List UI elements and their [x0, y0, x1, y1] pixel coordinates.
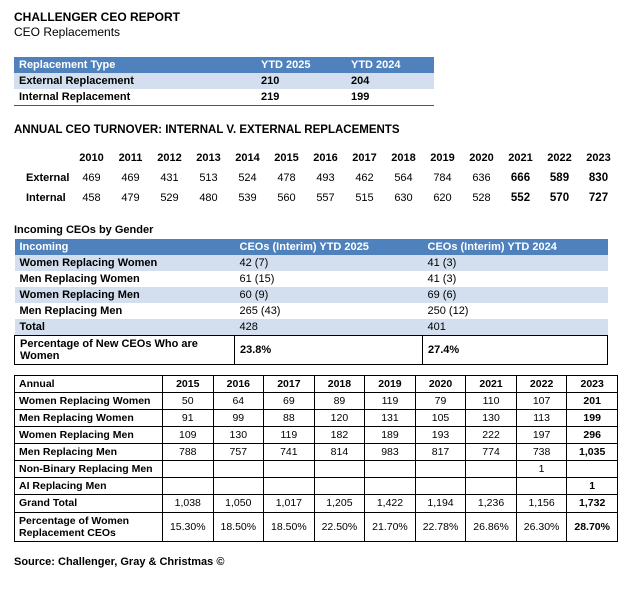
- data-value: 50: [163, 393, 214, 410]
- row-value: 61 (15): [239, 273, 275, 285]
- data-value: [466, 478, 517, 495]
- data-value: 21.70%: [365, 512, 416, 541]
- row-value: 41 (3): [427, 273, 457, 285]
- data-value: 18.50%: [213, 512, 264, 541]
- data-value: 201: [567, 393, 618, 410]
- year-header: 2020: [469, 152, 494, 164]
- column-header: Annual: [15, 376, 163, 393]
- data-value: 1,732: [567, 495, 618, 512]
- data-value: 1,050: [213, 495, 264, 512]
- data-value: 1: [516, 461, 567, 478]
- table-row: [14, 89, 434, 106]
- data-value: 105: [415, 410, 466, 427]
- data-value: 131: [365, 410, 416, 427]
- data-value: 99: [213, 410, 264, 427]
- series-row: [18, 188, 618, 208]
- data-value: 557: [316, 192, 335, 204]
- data-value: [213, 478, 264, 495]
- column-header: CEOs (Interim) YTD 2024: [423, 239, 608, 255]
- data-value: 469: [121, 172, 140, 184]
- data-value: 182: [314, 427, 365, 444]
- data-value: 983: [365, 444, 416, 461]
- data-value: 130: [466, 410, 517, 427]
- data-value: 560: [277, 192, 296, 204]
- percent-women-row: [15, 336, 608, 365]
- data-value: 817: [415, 444, 466, 461]
- table-row: [15, 303, 608, 319]
- data-value: 564: [394, 172, 413, 184]
- row-value: 23.8%: [235, 336, 423, 365]
- series-label: External: [26, 172, 70, 184]
- year-header: 2011: [118, 152, 143, 164]
- table-row: [15, 461, 618, 478]
- data-value: 666: [510, 172, 531, 184]
- data-value: 26.86%: [466, 512, 517, 541]
- data-value: 1,156: [516, 495, 567, 512]
- data-value: 529: [160, 192, 179, 204]
- data-value: [567, 461, 618, 478]
- data-value: 22.78%: [415, 512, 466, 541]
- data-value: [516, 478, 567, 495]
- data-value: 15.30%: [163, 512, 214, 541]
- data-value: 814: [314, 444, 365, 461]
- data-value: 91: [163, 410, 214, 427]
- data-value: 528: [472, 192, 491, 204]
- data-value: [365, 478, 416, 495]
- data-value: 741: [264, 444, 315, 461]
- data-value: 630: [394, 192, 413, 204]
- data-value: 1,205: [314, 495, 365, 512]
- year-header: 2014: [235, 152, 260, 164]
- row-label: Women Replacing Women: [15, 255, 235, 271]
- row-label: AI Replacing Men: [15, 478, 163, 495]
- data-value: 22.50%: [314, 512, 365, 541]
- data-value: 1,236: [466, 495, 517, 512]
- row-label: Percentage of New CEOs Who are Women: [15, 336, 235, 365]
- year-header: 2021: [508, 152, 533, 164]
- data-value: [163, 478, 214, 495]
- data-value: 119: [264, 427, 315, 444]
- column-header: Incoming: [15, 239, 235, 255]
- data-value: [365, 461, 416, 478]
- year-header: 2012: [157, 152, 182, 164]
- row-value: 219: [261, 91, 280, 103]
- column-header: YTD 2025: [256, 57, 346, 73]
- column-header: 2017: [264, 376, 315, 393]
- row-label: Total: [15, 319, 235, 336]
- table-row: [15, 255, 608, 271]
- table-row: [15, 512, 618, 541]
- column-header: 2020: [415, 376, 466, 393]
- row-label: Men Replacing Women: [19, 273, 140, 285]
- annual-turnover-grid: [18, 148, 618, 208]
- row-value: 60 (9): [235, 287, 423, 303]
- table-row: [15, 319, 608, 336]
- data-value: [163, 461, 214, 478]
- data-value: [264, 461, 315, 478]
- data-value: 110: [466, 393, 517, 410]
- row-value: 27.4%: [423, 336, 608, 365]
- column-header: 2016: [213, 376, 264, 393]
- row-label: Non-Binary Replacing Men: [15, 461, 163, 478]
- data-value: 774: [466, 444, 517, 461]
- data-value: 1,038: [163, 495, 214, 512]
- table-row: [15, 495, 618, 512]
- gender-table-body: [15, 255, 608, 336]
- year-header: 2017: [352, 152, 377, 164]
- data-value: 727: [588, 192, 609, 204]
- row-value: 265 (43): [239, 305, 281, 317]
- source-line: Source: Challenger, Gray & Christmas ©: [14, 555, 225, 568]
- data-value: 757: [213, 444, 264, 461]
- column-header: 2022: [516, 376, 567, 393]
- data-value: 830: [588, 172, 609, 184]
- data-value: 120: [314, 410, 365, 427]
- data-value: 222: [466, 427, 517, 444]
- data-value: [314, 461, 365, 478]
- data-value: 109: [163, 427, 214, 444]
- data-value: 589: [549, 172, 570, 184]
- column-header: 2021: [466, 376, 517, 393]
- row-label: Women Replacing Men: [15, 287, 235, 303]
- row-label: Women Replacing Men: [15, 427, 163, 444]
- data-value: [264, 478, 315, 495]
- data-value: 107: [516, 393, 567, 410]
- incoming-gender-heading: Incoming CEOs by Gender: [14, 224, 154, 236]
- data-value: 784: [433, 172, 452, 184]
- table-row: [15, 271, 608, 287]
- row-value: 250 (12): [427, 305, 469, 317]
- row-value: 401: [423, 319, 608, 336]
- column-header: CEOs (Interim) YTD 2025: [235, 239, 423, 255]
- year-header: 2015: [274, 152, 299, 164]
- data-value: 570: [549, 192, 570, 204]
- annual-gender-table: [14, 375, 618, 542]
- row-value: 41 (3): [423, 255, 608, 271]
- data-value: 113: [516, 410, 567, 427]
- data-value: 552: [510, 192, 531, 204]
- data-value: 69: [264, 393, 315, 410]
- table-row: [15, 287, 608, 303]
- data-value: 431: [160, 172, 179, 184]
- data-value: 469: [82, 172, 101, 184]
- report-subtitle: CEO Replacements: [14, 25, 121, 39]
- data-value: 193: [415, 427, 466, 444]
- year-header: 2022: [547, 152, 572, 164]
- data-value: [415, 461, 466, 478]
- data-value: 513: [199, 172, 218, 184]
- data-value: 620: [433, 192, 452, 204]
- year-header: 2010: [79, 152, 104, 164]
- table-row: [15, 393, 618, 410]
- data-value: 189: [365, 427, 416, 444]
- data-value: 478: [277, 172, 296, 184]
- data-value: 89: [314, 393, 365, 410]
- data-value: 479: [121, 192, 140, 204]
- data-value: 458: [82, 192, 101, 204]
- column-header: YTD 2024: [346, 57, 434, 73]
- corner-cell: [18, 148, 72, 168]
- data-value: 1,194: [415, 495, 466, 512]
- data-value: 18.50%: [264, 512, 315, 541]
- data-value: 1,422: [365, 495, 416, 512]
- year-header: 2019: [430, 152, 455, 164]
- data-value: 480: [199, 192, 218, 204]
- annual-grid-body: [18, 168, 618, 208]
- data-value: [213, 461, 264, 478]
- data-value: 515: [355, 192, 374, 204]
- data-value: [314, 478, 365, 495]
- gender-table-header-row: [15, 239, 608, 255]
- data-value: 738: [516, 444, 567, 461]
- report-page: [14, 10, 618, 568]
- row-value: 204: [346, 73, 434, 89]
- data-value: 64: [213, 393, 264, 410]
- data-value: 524: [238, 172, 257, 184]
- annual-gender-body: [15, 393, 618, 542]
- table-row: [15, 410, 618, 427]
- replacement-table-body: [14, 73, 434, 106]
- year-header: 2013: [196, 152, 221, 164]
- data-value: 28.70%: [567, 512, 618, 541]
- data-value: 636: [472, 172, 491, 184]
- data-value: [415, 478, 466, 495]
- series-row: [18, 168, 618, 188]
- annual-gender-header-row: [15, 376, 618, 393]
- column-header: Replacement Type: [14, 57, 256, 73]
- series-label: Internal: [26, 192, 66, 204]
- column-header: 2023: [567, 376, 618, 393]
- gender-table-footer: [15, 336, 608, 365]
- report-title: CHALLENGER CEO REPORT: [14, 10, 181, 24]
- row-label: Internal Replacement: [19, 91, 131, 103]
- data-value: 79: [415, 393, 466, 410]
- row-value: 69 (6): [423, 287, 608, 303]
- data-value: 539: [238, 192, 257, 204]
- column-header: 2019: [365, 376, 416, 393]
- data-value: 462: [355, 172, 374, 184]
- row-label: Men Replacing Men: [19, 305, 123, 317]
- row-label: External Replacement: [14, 73, 256, 89]
- data-value: 296: [567, 427, 618, 444]
- data-value: 88: [264, 410, 315, 427]
- data-value: 1,017: [264, 495, 315, 512]
- row-value: 199: [351, 91, 370, 103]
- data-value: 199: [567, 410, 618, 427]
- row-label: Men Replacing Men: [15, 444, 163, 461]
- year-header: 2016: [313, 152, 338, 164]
- data-value: 493: [316, 172, 335, 184]
- year-header: 2023: [586, 152, 611, 164]
- incoming-gender-table: [14, 239, 608, 365]
- column-header: 2015: [163, 376, 214, 393]
- row-label: Percentage of Women Replacement CEOs: [15, 512, 163, 541]
- annual-grid-header-row: [18, 148, 618, 168]
- table-row: [15, 444, 618, 461]
- table-row: [14, 73, 434, 89]
- row-value: 42 (7): [235, 255, 423, 271]
- data-value: 197: [516, 427, 567, 444]
- table-row: [15, 427, 618, 444]
- replacement-table-header-row: [14, 57, 434, 73]
- replacement-table: [14, 57, 434, 106]
- row-label: Women Replacing Women: [15, 393, 163, 410]
- row-value: 428: [235, 319, 423, 336]
- data-value: 119: [365, 393, 416, 410]
- year-header: 2018: [391, 152, 416, 164]
- column-header: 2018: [314, 376, 365, 393]
- data-value: [466, 461, 517, 478]
- data-value: 1: [567, 478, 618, 495]
- data-value: 130: [213, 427, 264, 444]
- row-label: Men Replacing Women: [15, 410, 163, 427]
- row-label: Grand Total: [15, 495, 163, 512]
- annual-turnover-heading: ANNUAL CEO TURNOVER: INTERNAL V. EXTERNAL REPLACEMENTS: [14, 124, 400, 136]
- data-value: 788: [163, 444, 214, 461]
- row-value: 210: [256, 73, 346, 89]
- table-row: [15, 478, 618, 495]
- data-value: 1,035: [567, 444, 618, 461]
- data-value: 26.30%: [516, 512, 567, 541]
